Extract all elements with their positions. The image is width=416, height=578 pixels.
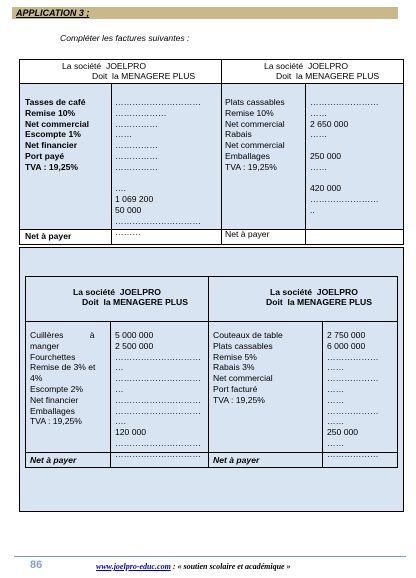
invoice2-value	[310, 140, 379, 151]
invoice4-label: Remise 5%	[213, 351, 257, 362]
invoice3-value: …………………………	[115, 448, 201, 459]
invoice2-label: TVA : 19,25%	[225, 161, 277, 172]
invoice4-labels	[213, 330, 283, 406]
invoice1-value: ……	[115, 129, 133, 140]
invoice4-value: ……	[327, 362, 345, 373]
invoice3-value: …………………………	[115, 373, 201, 384]
invoice4-title-line2: Doit la MENAGERE PLUS	[266, 297, 372, 307]
invoice3-label: 4%	[30, 373, 43, 384]
invoice4-label: TVA : 19,25%	[213, 394, 265, 405]
invoice3-label: Net financier	[30, 394, 79, 405]
invoice1-value	[115, 173, 201, 184]
invoice1-label: Remise 10%	[25, 107, 76, 118]
invoice2-values	[310, 97, 379, 216]
invoice4-value: ………………	[327, 448, 379, 459]
invoice3-value: …………………………	[115, 405, 201, 416]
invoice3-values	[115, 330, 201, 460]
invoice2-labels	[225, 97, 285, 173]
invoice1-value: ……………	[115, 140, 158, 151]
invoice2-label: Remise 10%	[225, 107, 274, 118]
invoice1-value: ….	[115, 183, 126, 194]
invoice2-label: Plats cassables	[225, 97, 285, 107]
invoice4-label: Plats cassables	[213, 340, 273, 351]
invoice3-value: …………………………	[115, 351, 201, 362]
invoice2-label: Rabais	[225, 129, 252, 140]
page-number: 86	[30, 559, 43, 571]
invoice1-label: Tasses de café	[25, 97, 86, 107]
invoice3-value: …	[115, 383, 124, 394]
footer-text	[96, 562, 291, 571]
invoice1-label: TVA : 19,25%	[25, 161, 79, 172]
invoice2-value: ……………………	[310, 194, 379, 205]
invoice1-label: Net financier	[25, 140, 78, 151]
invoice1-value: ………	[115, 226, 141, 237]
invoice2-value: ……	[310, 107, 328, 118]
invoice1-label: Port payé	[25, 150, 65, 161]
invoice1-value: 50 000	[115, 204, 142, 215]
invoice3-label: Fourchettes	[30, 351, 76, 362]
invoice3-value: 2 500 000	[115, 340, 154, 351]
invoice3-label: Emballages	[30, 405, 75, 416]
invoice4-values	[327, 330, 379, 460]
invoice1-net-a-payer: Net à payer	[25, 231, 72, 241]
invoice2-label: Net commercial	[225, 140, 285, 151]
invoice1-title-line1: La société JOELPRO	[62, 61, 147, 71]
invoice4-label: Port facturé	[213, 383, 258, 394]
invoice2-title-line2: Doit la MENAGERE PLUS	[276, 71, 380, 81]
invoice3-value: …………………………	[115, 437, 201, 448]
invoice1-value: ……………	[115, 118, 158, 129]
invoice2-value: ……………………	[310, 97, 379, 107]
invoice2-label: Emballages	[225, 150, 270, 161]
invoice3-label: Escompte 2%	[30, 383, 84, 394]
invoice2-value: ..	[310, 204, 315, 215]
invoice4-value: ……	[327, 394, 345, 405]
invoice4-net-a-payer: Net à payer	[213, 455, 260, 465]
invoice2-value: ……	[310, 129, 328, 140]
invoice2-value: 420 000	[310, 183, 342, 194]
invoice2-label: Net commercial	[225, 118, 285, 129]
invoice3-label: Cuillères à	[30, 330, 95, 340]
invoice2-value: 2 650 000	[310, 118, 349, 129]
footer-divider	[14, 556, 406, 557]
invoice4-title-line1: La société JOELPRO	[270, 287, 358, 297]
invoice3-value: 120 000	[115, 427, 147, 438]
invoice4-value: 6 000 000	[327, 340, 366, 351]
invoice4-label: Rabais 3%	[213, 362, 255, 373]
invoice2-value	[310, 173, 379, 184]
invoice4-value: ………………	[327, 351, 379, 362]
invoice1-value: ……………	[115, 150, 158, 161]
invoice1-label: Escompte 1%	[25, 129, 81, 140]
invoice2-value: 250 000	[310, 150, 342, 161]
invoice1-value: …………………………	[115, 97, 201, 107]
invoice3-title-line2: Doit la MENAGERE PLUS	[82, 297, 188, 307]
invoice4-label: Net commercial	[213, 373, 273, 384]
invoice4-value: ……	[327, 437, 345, 448]
invoice3-value: …………………………	[115, 394, 201, 405]
invoice4-value: 2 750 000	[327, 330, 366, 340]
invoice1-value: 1 069 200	[115, 194, 154, 205]
invoice1-title-line2: Doit la MENAGERE PLUS	[92, 71, 196, 81]
invoice3-label: manger	[30, 340, 60, 351]
invoice3-value: …	[115, 362, 124, 373]
invoice4-value: ………………	[327, 405, 379, 416]
invoice1-value: ………………	[115, 107, 167, 118]
invoice1-label: Net commercial	[25, 118, 90, 129]
invoice3-net-a-payer: Net à payer	[30, 455, 77, 465]
invoice3-title-line1: La société JOELPRO	[73, 287, 161, 297]
invoice3-labels	[30, 330, 95, 427]
invoice3-value: 5 000 000	[115, 330, 154, 340]
invoice1-total-cell	[19, 226, 403, 244]
invoice2-value: ……	[310, 161, 328, 172]
invoice4-value: ……	[327, 383, 345, 394]
footer-slogan: : « soutien scolaire et académique »	[170, 562, 291, 571]
invoice3-label: Remise de 3% et	[30, 362, 96, 373]
invoice2-title-line1: La société JOELPRO	[264, 61, 349, 71]
invoice1-values	[115, 97, 201, 237]
page-title: APPLICATION 3 ;	[16, 8, 90, 18]
invoice4-label: Couteaux de table	[213, 330, 283, 340]
invoice3-value: ….	[115, 416, 126, 427]
invoice1-labels	[25, 97, 89, 173]
invoice3-label: TVA : 19,25%	[30, 416, 82, 427]
instruction-text: Compléter les factures suivantes :	[60, 33, 190, 43]
invoice4-value: ……	[327, 416, 345, 427]
invoice1-value: ……………	[115, 161, 158, 172]
invoice4-value: ………………	[327, 373, 379, 384]
website-link[interactable]: www.joelpro-educ.com	[96, 562, 171, 571]
invoice2-net-a-payer: Net à payer	[225, 229, 270, 239]
invoice4-value: 250 000	[327, 427, 359, 438]
invoice1-value: …………………………	[115, 215, 201, 226]
